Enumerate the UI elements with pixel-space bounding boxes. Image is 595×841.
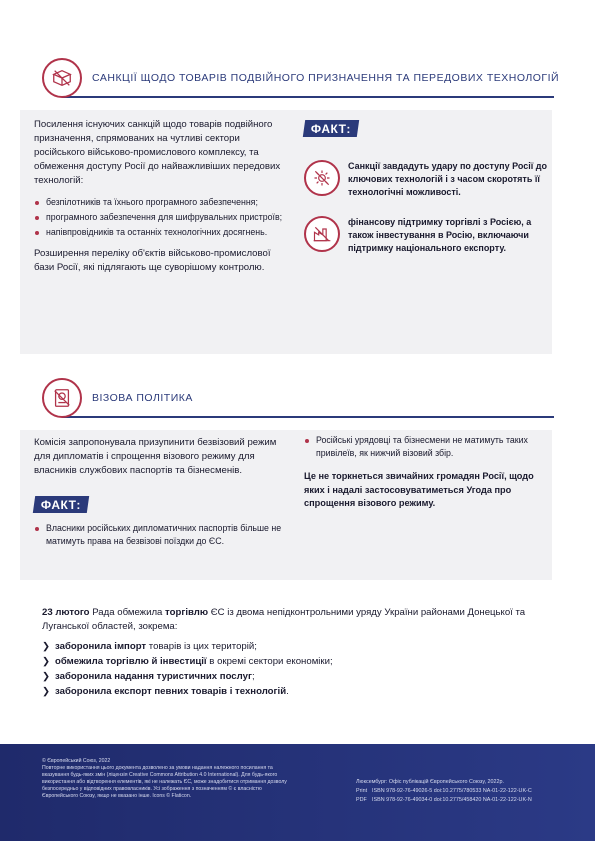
pdf-identifiers: PDF ISBN 978-92-76-49034-0 doi:10.2775/458420 NA-01-22-122-UK-N (356, 797, 532, 803)
sanctions-left-column (34, 118, 284, 275)
section-header-visa (42, 378, 554, 422)
visa-intro: Комісія запропонувала призупинити безвізовий режим для дипломатів і спрощення візового режиму для власників службових паспортів та бізнесменів. (34, 437, 277, 476)
chevron-right-icon: ❯ (42, 641, 51, 652)
chevron-right-icon: ❯ (42, 656, 51, 667)
trade-restrictions-paragraph (42, 606, 554, 634)
section-rule (62, 416, 554, 418)
visa-right-bullets (304, 434, 540, 460)
copyright: © Європейський Союз, 2022 (42, 758, 111, 764)
list-item: ❯ заборонила імпорт товарів із цих територій; (42, 641, 257, 652)
sanctions-intro: Посилення існуючих санкцій щодо товарів подвійного призначення, спрямованих на чутливі сектори російського військово-промислового комплексу, та обмеження доступу Росії до найважливіших передових технологій: (34, 119, 281, 186)
sanctions-fact-column (304, 120, 554, 320)
list-item: програмного забезпечення для шифрувальних пристроїв; (34, 211, 284, 224)
list-item: напівпровідників та останніх технологічних досягнень. (34, 226, 284, 239)
chevron-right-icon: ❯ (42, 686, 51, 697)
text-fragment-bold: торгівлю (165, 607, 209, 618)
list-item: ❯ обмежила торгівлю й інвестиції в окремі сектори економіки; (42, 656, 333, 667)
publisher: Люксембург: Офіс публікацій Європейського Союзу, 2022р. (356, 779, 504, 785)
list-item: ❯ заборонила експорт певних товарів і технологій. (42, 686, 289, 697)
visa-note: Це не торкнеться звичайних громадян Росії, щодо яких і надалі застосовуватиметься Угода про спрощення візового режиму. (304, 471, 534, 508)
list-item: Власники російських дипломатичних паспортів більше не матимуть права на безвізові поїздки до ЄС. (34, 522, 284, 548)
text-fragment: Рада обмежила (89, 607, 166, 618)
sanctions-outro: Розширення переліку об'єктів військово-промислової бази Росії, які підлягають ще суворішому контролю. (34, 248, 271, 273)
footer (0, 744, 595, 841)
visa-right-column (304, 434, 540, 511)
date-text: 23 лютого (42, 607, 90, 618)
sanctions-bullets (34, 196, 284, 239)
section-title: ВІЗОВА ПОЛІТИКА (92, 392, 193, 404)
fact-badge: ФАКТ: (33, 496, 89, 513)
sanctions-panel (20, 110, 552, 354)
visa-left-bullets (34, 522, 284, 548)
footer-publication-info (356, 778, 576, 805)
chevron-right-icon: ❯ (42, 671, 51, 682)
passport-icon (42, 378, 82, 418)
list-item: ❯ заборонила надання туристичних послуг; (42, 671, 255, 682)
license-text: Повторне використання цього документа дозволено за умови надання належного посилання та вказування будь-яких змін (ліцензія Creative Commons Attribution 4.0 International). Для будь-якого використання або відтворення елементів, які не належать ЄС, може знадобитися отримання дозволу безпосередньо у відповідних правовласників. Усі зображення з позначенням © є власністю Європейського Союзу, якщо не вказано інше. Icons © Flaticon. (42, 765, 287, 799)
section-rule (62, 96, 554, 98)
text-fragment: ЄС із двома непідконтрольними уряду України районами Донецької та Луганської областей, зокрема: (42, 607, 526, 632)
print-identifiers: Print ISBN 978-92-76-49026-5 doi:10.2775/780533 NA-01-22-122-UK-C (356, 788, 532, 794)
fact-badge: ФАКТ: (303, 120, 359, 137)
list-item: Російські урядовці та бізнесмени не матимуть таких привілеїв, як нижчий візовий збір. (304, 434, 540, 460)
visa-left-column (34, 436, 284, 556)
footer-legal (42, 758, 292, 800)
gear-circuit-icon (304, 160, 340, 196)
list-item: безпілотників та їхнього програмного забезпечення; (34, 196, 284, 209)
fact-badge-wrap (34, 496, 284, 514)
visa-panel (20, 430, 552, 580)
package-icon (42, 58, 82, 98)
fact-text: фінансову підтримку торгівлі з Росією, а також інвестування в Росію, включаючи підтримку національного експорту. (348, 217, 532, 253)
fact-item (304, 160, 554, 210)
section-title: САНКЦІЇ ЩОДО ТОВАРІВ ПОДВІЙНОГО ПРИЗНАЧЕННЯ ТА ПЕРЕДОВИХ ТЕХНОЛОГІЙ (92, 72, 560, 84)
section-header-sanctions (42, 58, 560, 102)
fact-item (304, 216, 554, 276)
no-factory-icon (304, 216, 340, 252)
fact-text: Санкції завдадуть удару по доступу Росії до ключових технологій і з часом скоротять її технологічні можливості. (348, 161, 548, 197)
